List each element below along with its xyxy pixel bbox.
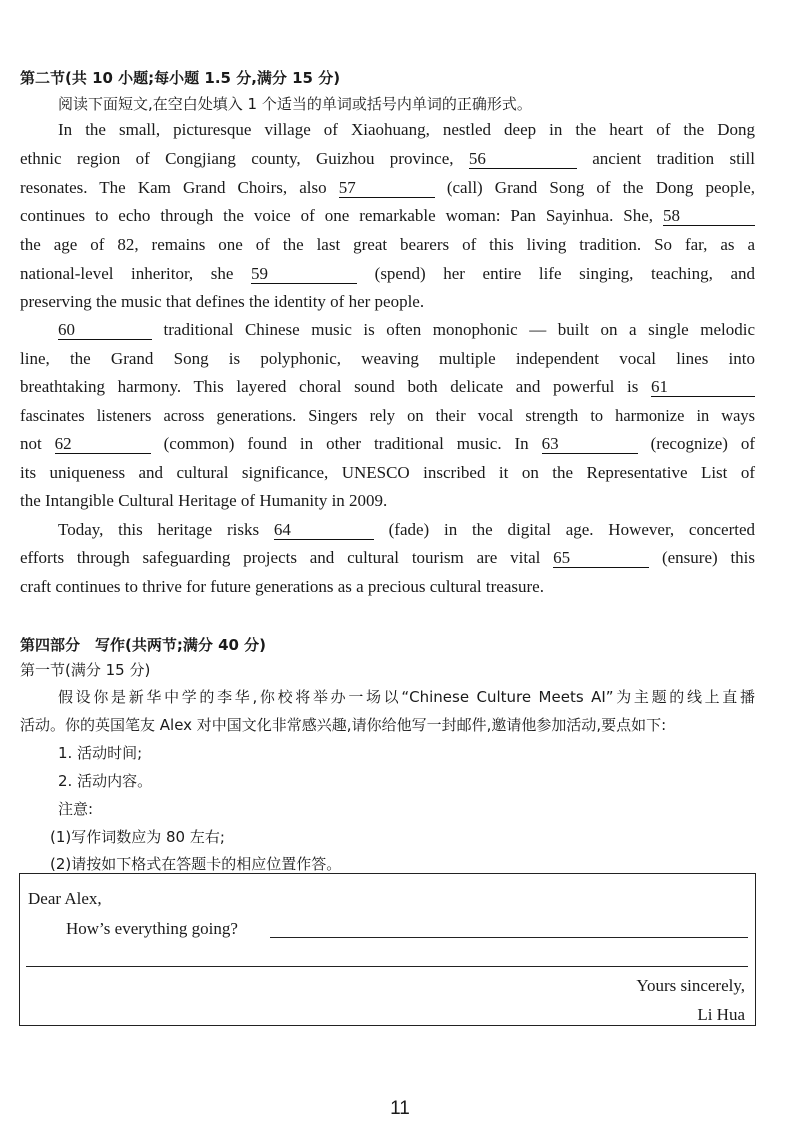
blank-64[interactable]: 64	[274, 521, 374, 540]
passage-line: breathtaking harmony. This layered choral sound both delicate and powerful is 61	[20, 377, 755, 397]
note-item: (2)请按如下格式在答题卡的相应位置作答。	[50, 855, 342, 873]
passage-line: not 62 (common) found in other traditional music. In 63 (recognize) of	[20, 434, 756, 453]
blank-57[interactable]: 57	[339, 179, 435, 198]
passage-line: Today, this heritage risks 64 (fade) in the digital age. However, concerted	[58, 520, 756, 539]
note-label: 注意:	[58, 800, 94, 818]
passage-line: preserving the music that defines the identity of her people.	[20, 292, 425, 311]
blank-59[interactable]: 59	[251, 265, 357, 284]
task-point: 1. 活动时间;	[58, 744, 143, 762]
blank-58[interactable]: 58	[663, 207, 755, 226]
passage-line: efforts through safeguarding projects and cultural tourism are vital 65 (ensure) this	[20, 548, 756, 567]
task-paragraph: 活动。你的英国笔友 Alex 对中国文化非常感兴趣,请你给他写一封邮件,邀请他参加活动,要点如下:	[20, 716, 667, 734]
letter-answer-box	[19, 873, 756, 1026]
passage-line: ethnic region of Congjiang county, Guizhou province, 56 ancient tradition still	[20, 149, 756, 168]
blank-56[interactable]: 56	[469, 150, 577, 169]
passage-line: In the small, picturesque village of Xiaohuang, nestled deep in the heart of the Dong	[58, 120, 755, 139]
blank-65[interactable]: 65	[553, 549, 649, 568]
page-number: 11	[390, 1098, 410, 1119]
writing-line[interactable]	[26, 966, 748, 967]
passage-line: the age of 82, remains one of the last great bearers of this living tradition. So far, as a	[20, 235, 755, 254]
note-item: (1)写作词数应为 80 左右;	[50, 828, 225, 846]
part4-sub-heading: 第一节(满分 15 分)	[20, 661, 151, 679]
task-paragraph: 假设你是新华中学的李华,你校将举办一场以“Chinese Culture Meets AI”为主题的线上直播	[58, 688, 755, 706]
letter-opening: How’s everything going?	[66, 919, 238, 938]
passage-line: 60 traditional Chinese music is often monophonic — built on a single melodic	[58, 320, 756, 339]
passage-line: the Intangible Cultural Heritage of Humanity in 2009.	[20, 491, 388, 510]
passage-line: its uniqueness and cultural significance, UNESCO inscribed it on the Representative List of	[20, 463, 755, 482]
passage-line: craft continues to thrive for future generations as a precious cultural treasure.	[20, 577, 544, 596]
section-instruction: 阅读下面短文,在空白处填入 1 个适当的单词或括号内单词的正确形式。	[58, 95, 532, 113]
writing-line[interactable]	[270, 937, 748, 938]
blank-60[interactable]: 60	[58, 321, 152, 340]
part4-heading: 第四部分 写作(共两节;满分 40 分)	[20, 636, 267, 654]
letter-signature: Li Hua	[697, 1005, 745, 1024]
passage-line: resonates. The Kam Grand Choirs, also 57 (call) Grand Song of the Dong people,	[20, 178, 756, 197]
blank-62[interactable]: 62	[55, 435, 151, 454]
blank-61[interactable]: 61	[651, 378, 755, 397]
letter-salutation: Dear Alex,	[28, 889, 102, 908]
passage-line: continues to echo through the voice of one remarkable woman: Pan Sayinhua. She, 58	[20, 206, 755, 226]
section-heading: 第二节(共 10 小题;每小题 1.5 分,满分 15 分)	[20, 69, 341, 87]
passage-line: fascinates listeners across generations. Singers rely on their vocal strength to harmonize in ways	[20, 406, 755, 425]
task-point: 2. 活动内容。	[58, 772, 153, 790]
passage-line: line, the Grand Song is polyphonic, weaving multiple independent vocal lines into	[20, 349, 755, 368]
letter-closing: Yours sincerely,	[636, 976, 745, 995]
passage-line: national-level inheritor, she 59 (spend) her entire life singing, teaching, and	[20, 264, 756, 283]
blank-63[interactable]: 63	[542, 435, 638, 454]
